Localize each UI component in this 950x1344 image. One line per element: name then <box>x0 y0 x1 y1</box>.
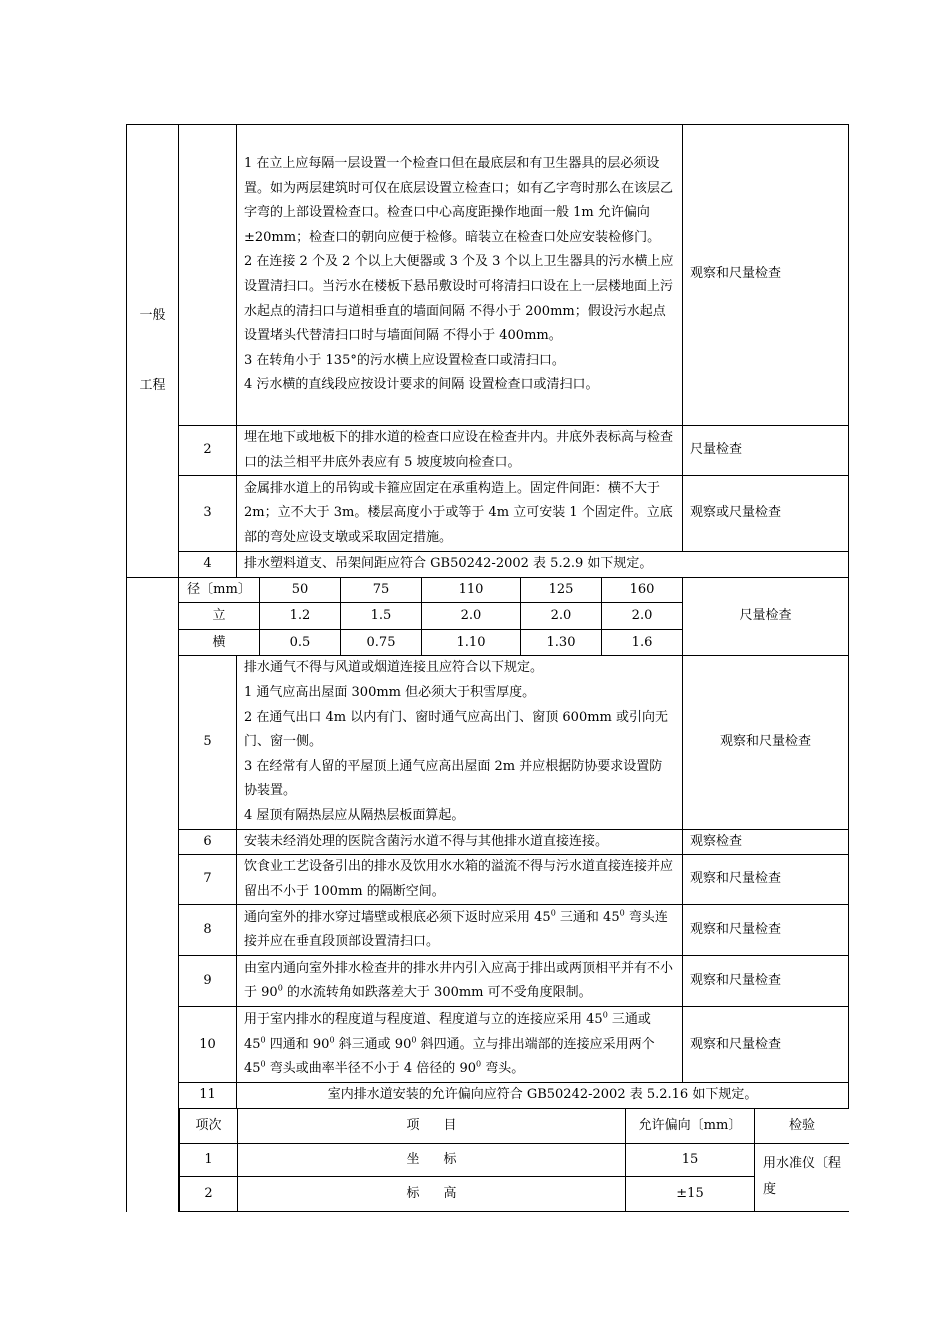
requirement-text <box>237 656 683 829</box>
requirement-text: 排水塑料道支、吊架间距应符合 GB50242-2002 表 5.2.9 如下规定。 <box>237 552 849 578</box>
spacing-value: 1.30 <box>521 630 602 656</box>
item-char: 标 <box>406 1185 420 1201</box>
category-line-1: 一般 <box>139 307 166 323</box>
inspection-method: 观察和尺量检查 <box>683 956 849 1007</box>
text-paragraph: 4 屋顶有隔热层应从隔热层板面算起。 <box>244 807 465 823</box>
row-number: 8 <box>179 905 237 956</box>
row-number: 4 <box>179 552 237 578</box>
inspection-method: 观察和尺量检查 <box>683 125 849 426</box>
row-number: 6 <box>179 829 237 855</box>
spacing-value: 110 <box>422 577 521 603</box>
inspection-method: 观察检查 <box>683 829 849 855</box>
row-9 <box>127 956 849 1007</box>
row-2 <box>127 426 849 476</box>
spacing-value: 0.75 <box>341 630 422 656</box>
spacing-label: 立 <box>179 603 260 630</box>
deviation-allow: 15 <box>626 1143 755 1176</box>
item-char: 高 <box>443 1185 457 1201</box>
text-span: 通向室外的排水穿过墙壁或根底必须下返时应采用 45 <box>244 909 551 925</box>
spacing-value: 1.6 <box>602 630 683 656</box>
requirement-text <box>237 956 683 1007</box>
row-number: 9 <box>179 956 237 1007</box>
spacing-label: 径〔mm〕 <box>179 577 260 603</box>
inspection-method: 观察和尺量检查 <box>683 855 849 905</box>
degree-superscript: 0 <box>260 1035 266 1045</box>
row-number: 3 <box>179 476 237 552</box>
text-span: 斜四通。立与排出端部的连接应采用两个 45 <box>244 1036 655 1077</box>
spacing-value: 1.2 <box>260 603 341 630</box>
row-number: 7 <box>179 855 237 905</box>
degree-superscript: 0 <box>260 1059 266 1069</box>
header-no: 项次 <box>180 1109 238 1144</box>
item-char: 坐 <box>406 1151 420 1167</box>
text-span: 弯头或曲率半径不小于 4 倍径的 90 <box>265 1061 476 1077</box>
row-8 <box>127 905 849 956</box>
row-number: 10 <box>179 1007 237 1083</box>
deviation-header-row <box>180 1109 849 1144</box>
text-paragraph: 排水通气不得与风道或烟道连接且应符合以下规定。 <box>244 660 544 676</box>
text-paragraph: 2 在通气出口 4m 以内有门、窗时通气应高出门、窗顶 600mm 或引向无门、窗一侧。 <box>244 709 668 750</box>
row-4 <box>127 552 849 578</box>
deviation-row <box>180 1176 849 1211</box>
requirement-text: 埋在地下或地板下的排水道的检查口应设在检查井内。井底外表标高与检查口的法兰相平井底外表应有 5 坡度坡向检查口。 <box>237 426 683 476</box>
requirement-text: 饮食业工艺设备引出的排水及饮用水水箱的溢流不得与污水道直接连接并应留出不小于 100mm 的隔断空间。 <box>237 855 683 905</box>
degree-superscript: 0 <box>619 908 625 918</box>
row-7 <box>127 855 849 905</box>
spacing-value: 1.5 <box>341 603 422 630</box>
row-3 <box>127 476 849 552</box>
degree-superscript: 0 <box>602 1010 608 1020</box>
deviation-no: 1 <box>180 1143 238 1176</box>
inspection-method: 尺量检查 <box>683 577 849 656</box>
row-number <box>179 125 237 426</box>
row-5 <box>127 656 849 829</box>
header-item <box>238 1109 626 1144</box>
text-paragraph: 3 在经常有人留的平屋顶上通气应高出屋面 2m 并应根据防协要求设置防协装置。 <box>244 758 663 799</box>
row-11 <box>127 1083 849 1109</box>
deviation-no: 2 <box>180 1176 238 1211</box>
deviation-table <box>179 1109 849 1212</box>
spacing-value: 0.5 <box>260 630 341 656</box>
header-item-b: 目 <box>443 1117 457 1133</box>
deviation-row <box>180 1143 849 1176</box>
inspection-method: 观察和尺量检查 <box>683 656 849 829</box>
text-paragraph: 1 通气应高出屋面 300mm 但必须大于积雪厚度。 <box>244 684 536 700</box>
text-span: 用于室内排水的程度道与程度道、程度道与立的连接应采用 45 <box>244 1011 603 1027</box>
spacing-value: 50 <box>260 577 341 603</box>
deviation-table-row <box>127 1108 849 1212</box>
spacing-value: 160 <box>602 577 683 603</box>
inspection-method: 观察和尺量检查 <box>683 905 849 956</box>
degree-superscript: 0 <box>277 983 283 993</box>
deviation-item <box>238 1143 626 1176</box>
deviation-check-method: 用水准仪〔程度 <box>755 1143 849 1211</box>
spacing-value: 2.0 <box>602 603 683 630</box>
spacing-value: 125 <box>521 577 602 603</box>
inspection-table <box>126 124 849 1212</box>
text-span: 三通和 45 <box>555 909 620 925</box>
header-item-a: 项 <box>406 1117 420 1133</box>
text-span: 弯头连接并应在垂直段顶部设置清扫口。 <box>244 909 668 950</box>
text-paragraph: 2 在连接 2 个及 2 个以上大便器或 3 个及 3 个以上卫生器具的污水横上应设置清扫口。当污水在楼板下悬吊敷设时可将清扫口设在上一层楼地面上污水起点的清扫口与道相垂直的墙面间隔 不得小于 200mm；假设污水起点设置堵头代替清扫口时与墙面间隔 不得小于 400mm。 <box>244 254 674 344</box>
text-span: 三通或 45 <box>244 1011 651 1052</box>
requirement-text: 安装未经消处理的医院含菌污水道不得与其他排水道直接连接。 <box>237 829 683 855</box>
text-span: 四通和 90 <box>265 1036 330 1052</box>
requirement-text <box>237 1007 683 1083</box>
text-paragraph: 3 在转角小于 135°的污水横上应设置检查口或清扫口。 <box>244 352 565 368</box>
item-char: 标 <box>443 1151 457 1167</box>
degree-superscript: 0 <box>475 1059 482 1069</box>
text-span: 弯头。 <box>481 1061 525 1077</box>
spacing-label: 横 <box>179 630 260 656</box>
requirement-text <box>237 125 683 426</box>
row-10 <box>127 1007 849 1083</box>
degree-superscript: 0 <box>411 1035 417 1045</box>
row-number: 2 <box>179 426 237 476</box>
category-cell <box>127 125 179 578</box>
inspection-method: 观察和尺量检查 <box>683 1007 849 1083</box>
requirement-text: 室内排水道安装的允许偏向应符合 GB50242-2002 表 5.2.16 如下规定。 <box>237 1083 849 1109</box>
text-span: 由室内通向室外排水检查井的排水井内引入应高于排出或两顶相平并有不小于 90 <box>244 960 674 1001</box>
text-span: 斜三通或 90 <box>334 1036 412 1052</box>
spacing-value: 75 <box>341 577 422 603</box>
deviation-allow: ±15 <box>626 1176 755 1211</box>
requirement-text <box>237 905 683 956</box>
deviation-item <box>238 1176 626 1211</box>
degree-superscript: 0 <box>550 908 556 918</box>
degree-superscript: 0 <box>329 1035 335 1045</box>
spacing-value: 1.10 <box>422 630 521 656</box>
category-cell-continued <box>127 577 179 1212</box>
row-6 <box>127 829 849 855</box>
spacing-value: 2.0 <box>422 603 521 630</box>
header-allow: 允许偏向〔mm〕 <box>626 1109 755 1144</box>
spacing-value: 2.0 <box>521 603 602 630</box>
inspection-method: 尺量检查 <box>683 426 849 476</box>
spacing-header-row <box>127 577 849 603</box>
requirement-text: 金属排水道上的吊钩或卡箍应固定在承重构造上。固定件间距：横不大于 2m；立不大于 3m。楼层高度小于或等于 4m 立可安装 1 个固定件。立底部的弯处应设支墩或采取固定措施。 <box>237 476 683 552</box>
text-paragraph: 4 污水横的直线段应按设计要求的间隔 设置检查口或清扫口。 <box>244 377 599 393</box>
header-check: 检验 <box>755 1109 849 1144</box>
inspection-method: 观察或尺量检查 <box>683 476 849 552</box>
category-line-2: 工程 <box>139 377 166 393</box>
row-1 <box>127 125 849 426</box>
deviation-table-wrapper <box>179 1108 849 1212</box>
text-paragraph: 1 在立上应每隔一层设置一个检查口但在最底层和有卫生器具的层必须设置。如为两层建筑时可仅在底层设置立检查口；如有乙字弯时那么在该层乙字弯的上部设置检查口。检查口中心高度距操作地面一般 1m 允许偏向±20mm；检查口的朝向应便于检修。暗装立在检查口处应安装检修门。 <box>244 156 674 245</box>
row-number: 5 <box>179 656 237 829</box>
row-number: 11 <box>179 1083 237 1109</box>
text-span: 的水流转角如跌落差大于 300mm 可不受角度限制。 <box>282 985 592 1001</box>
